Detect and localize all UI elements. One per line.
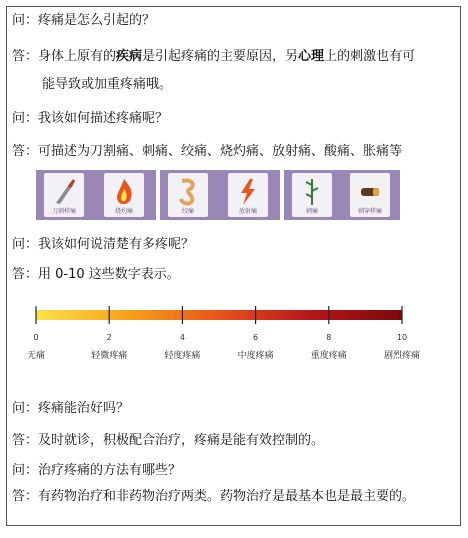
question-4: 问：疼痛能治好吗？ [12,401,130,416]
icon-cell-pierce [350,173,390,217]
icon-cell-radiating [228,173,268,217]
pain-scale-svg [0,300,468,370]
scale-tick-number: 0 [33,333,39,342]
answer-1-pre: 答：身体上原有的 [12,49,117,64]
scale-tick-number: 4 [179,333,185,342]
scale-tick-number: 10 [396,333,408,342]
answer-5: 答：有药物治疗和非药物治疗两类。药物治疗是最基本也是最主要的。 [12,489,416,504]
scale-tick-number: 2 [106,333,112,342]
scale-tick-number: 6 [253,333,259,342]
flame-icon [112,177,136,207]
answer-1-post: 上的刺激也有可 [324,49,416,64]
scale-tick-label: 轻微疼痛 [91,351,128,361]
icon-panel-3 [284,170,400,220]
icon-caption-burn: 烧灼痛 [114,208,133,215]
icon-cell-sting [292,173,332,217]
pain-gradient-bar [36,310,402,320]
cylinder-icon [358,177,382,207]
icon-panel-2 [160,170,280,220]
icon-cell-burn [104,173,144,217]
lightning-icon [236,177,260,207]
icon-panel-1 [36,170,156,220]
icon-caption-colic: 绞痛 [181,208,194,215]
icon-caption-sting: 刺痛 [305,208,318,215]
icon-caption-pierce: 刺穿样痛 [357,208,382,215]
answer-2: 答：可描述为刀割痛、刺痛、绞痛、烧灼痛、放射痛、酸痛、胀痛等 [12,144,403,159]
scale-tick-label: 无痛 [26,351,46,361]
icon-caption-knife: 刀割样痛 [51,208,76,215]
intestine-icon [176,177,200,207]
question-5: 问：治疗疼痛的方法有哪些？ [12,463,182,478]
scale-tick-label: 剧烈疼痛 [383,351,421,361]
scale-tick-label: 重度疼痛 [310,351,347,361]
answer-1-bold-disease: 疾病 [116,49,143,64]
question-2: 问：我该如何描述疼痛呢？ [12,111,169,126]
question-3: 问：我该如何说清楚有多疼呢？ [12,237,195,252]
icon-caption-radiating: 放射痛 [238,208,257,215]
pain-scale [0,300,468,370]
pain-type-icon-strip [36,170,400,220]
thorn-icon [300,177,324,207]
icon-cell-colic [168,173,208,217]
answer-1-line-1 [12,48,415,66]
icon-cell-knife [44,173,84,217]
scale-tick-label: 轻度疼痛 [164,351,201,361]
scale-tick-label: 中度疼痛 [237,351,274,361]
scale-tick-number: 8 [326,333,332,342]
answer-1-line-2: 能导致或加重疼痛哦。 [42,77,173,92]
answer-4: 答：及时就诊，积极配合治疗，疼痛是能有效控制的。 [12,433,325,448]
answer-3: 答：用 0-10 这些数字表示。 [12,267,180,282]
knife-icon [52,177,76,207]
answer-1-mid: 是引起疼痛的主要原因，另 [142,49,299,64]
answer-1-bold-psych: 心理 [298,49,325,64]
question-1: 问：疼痛是怎么引起的？ [12,13,156,28]
